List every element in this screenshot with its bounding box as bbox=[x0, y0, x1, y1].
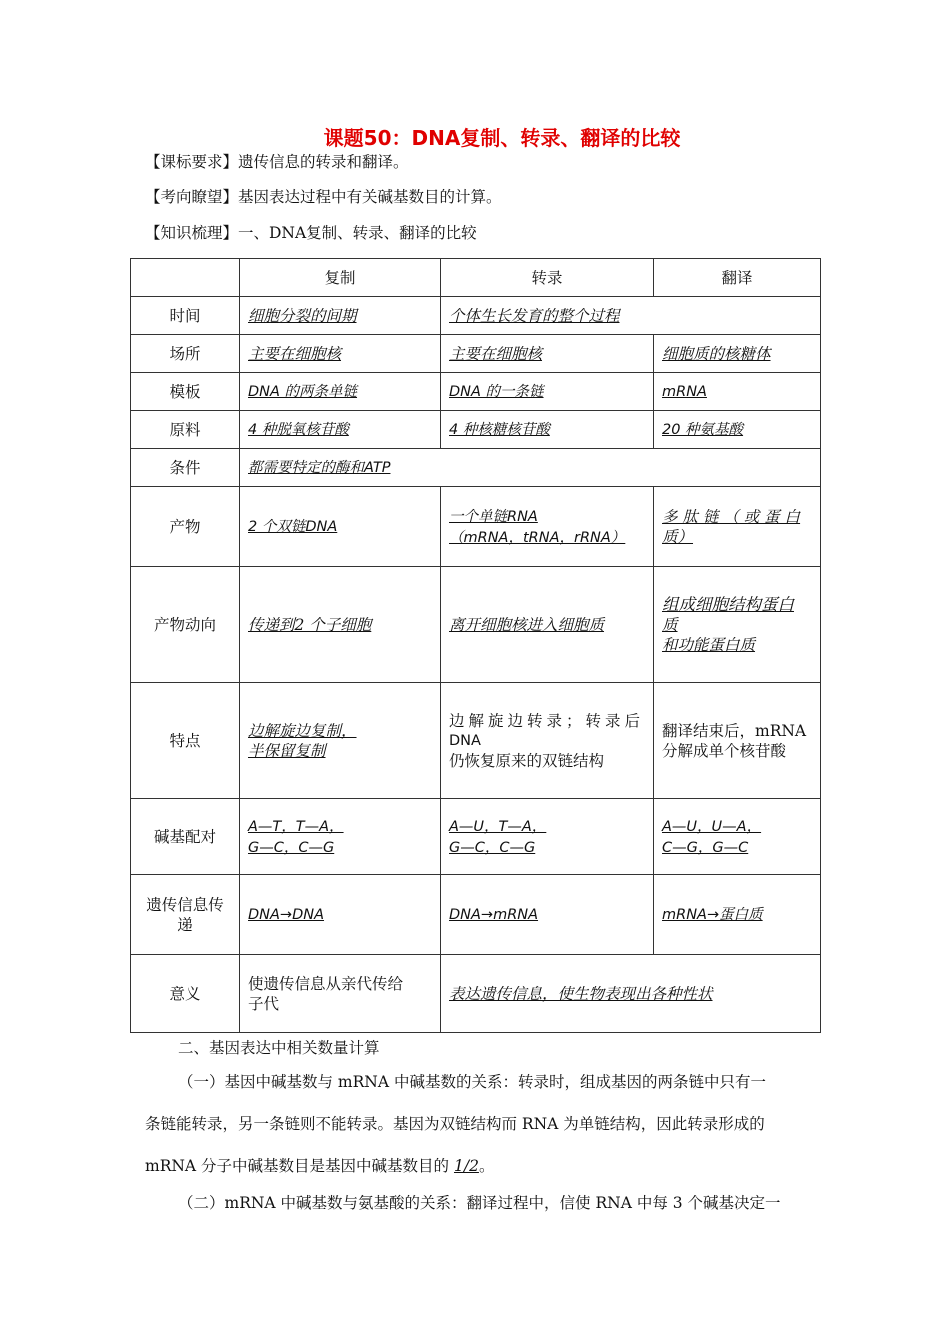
page-title: 课题50：DNA复制、转录、翻译的比较 bbox=[323, 126, 681, 150]
cell-condition-all: 都需要特定的酶和ATP bbox=[240, 449, 821, 487]
cell-transfer-transcription: DNA→mRNA bbox=[441, 875, 654, 955]
cell-product-translation: 多 肽 链 （ 或 蛋 白 质） bbox=[654, 487, 821, 567]
row-label-product: 产物 bbox=[131, 487, 240, 567]
cell-transfer-translation: mRNA→蛋白质 bbox=[654, 875, 821, 955]
table-row bbox=[131, 799, 821, 875]
table-row bbox=[131, 449, 821, 487]
table-row bbox=[131, 297, 821, 335]
row-label-pairing: 碱基配对 bbox=[131, 799, 240, 875]
table-row bbox=[131, 373, 821, 411]
row-label-time: 时间 bbox=[131, 297, 240, 335]
cell-product-transcription: 一个单链RNA （mRNA，tRNA，rRNA） bbox=[441, 487, 654, 567]
header-replication: 复制 bbox=[240, 259, 441, 297]
cell-product-replication: 2 个双链DNA bbox=[240, 487, 441, 567]
row-label-destination: 产物动向 bbox=[131, 567, 240, 683]
table-row bbox=[131, 487, 821, 567]
row-label-meaning: 意义 bbox=[131, 955, 240, 1033]
header-empty bbox=[131, 259, 240, 297]
row-label-condition: 条件 bbox=[131, 449, 240, 487]
answer-ratio: 1/2 bbox=[453, 1157, 479, 1175]
cell-feature-replication: 边解旋边复制， 半保留复制 bbox=[240, 683, 441, 799]
table-header-row bbox=[131, 259, 821, 297]
cell-template-transcription: DNA 的一条链 bbox=[441, 373, 654, 411]
cell-time-replication: 细胞分裂的间期 bbox=[240, 297, 441, 335]
cell-material-translation: 20 种氨基酸 bbox=[654, 411, 821, 449]
table-row bbox=[131, 955, 821, 1033]
cell-meaning-replication: 使遗传信息从亲代传给 子代 bbox=[240, 955, 441, 1033]
cell-destination-replication: 传递到2 个子细胞 bbox=[240, 567, 441, 683]
exam-outlook: 【考向瞭望】基因表达过程中有关碱基数目的计算。 bbox=[145, 188, 502, 206]
section2-paragraph-2: （二）mRNA 中碱基数与氨基酸的关系：翻译过程中，信使 RNA 中每 3 个碱基决定一 bbox=[178, 1194, 781, 1212]
comparison-table bbox=[130, 258, 821, 1033]
cell-pairing-translation: A—U，U—A， C—G，G—C bbox=[654, 799, 821, 875]
row-label-template: 模板 bbox=[131, 373, 240, 411]
cell-feature-transcription: 边解旋边转录；转录后 DNA 仍恢复原来的双链结构 bbox=[441, 683, 654, 799]
cell-site-transcription: 主要在细胞核 bbox=[441, 335, 654, 373]
cell-site-replication: 主要在细胞核 bbox=[240, 335, 441, 373]
table-row bbox=[131, 411, 821, 449]
cell-meaning-transcription-translation: 表达遗传信息，使生物表现出各种性状 bbox=[441, 955, 821, 1033]
cell-transfer-replication: DNA→DNA bbox=[240, 875, 441, 955]
curriculum-standard: 【课标要求】遗传信息的转录和翻译。 bbox=[145, 153, 409, 171]
row-label-transfer: 遗传信息传 递 bbox=[131, 875, 240, 955]
row-label-material: 原料 bbox=[131, 411, 240, 449]
cell-destination-translation: 组成细胞结构蛋白 质 和功能蛋白质 bbox=[654, 567, 821, 683]
header-translation: 翻译 bbox=[654, 259, 821, 297]
cell-site-translation: 细胞质的核糖体 bbox=[654, 335, 821, 373]
cell-template-translation: mRNA bbox=[654, 373, 821, 411]
table-row bbox=[131, 875, 821, 955]
table-row bbox=[131, 683, 821, 799]
header-transcription: 转录 bbox=[441, 259, 654, 297]
row-label-feature: 特点 bbox=[131, 683, 240, 799]
row-label-site: 场所 bbox=[131, 335, 240, 373]
cell-pairing-transcription: A—U，T—A， G—C，C—G bbox=[441, 799, 654, 875]
cell-material-replication: 4 种脱氧核苷酸 bbox=[240, 411, 441, 449]
cell-template-replication: DNA 的两条单链 bbox=[240, 373, 441, 411]
cell-destination-transcription: 离开细胞核进入细胞质 bbox=[441, 567, 654, 683]
cell-feature-translation: 翻译结束后，mRNA 分解成单个核苷酸 bbox=[654, 683, 821, 799]
knowledge-heading: 【知识梳理】一、DNA复制、转录、翻译的比较 bbox=[145, 224, 477, 242]
cell-time-transcription-translation: 个体生长发育的整个过程 bbox=[441, 297, 821, 335]
section2-heading: 二、基因表达中相关数量计算 bbox=[178, 1039, 380, 1057]
table-row bbox=[131, 335, 821, 373]
cell-material-transcription: 4 种核糖核苷酸 bbox=[441, 411, 654, 449]
cell-pairing-replication: A—T，T—A， G—C，C—G bbox=[240, 799, 441, 875]
section2-paragraph-1: （一）基因中碱基数与 mRNA 中碱基数的关系：转录时，组成基因的两条链中只有一 条链能转录，另一条链则不能转录。基因为双链结构而 RNA 为单链结构，因此转录形成的 mRNA 分子中碱基数目是基因中碱基数目的 1/2。 bbox=[145, 1073, 766, 1175]
table-row bbox=[131, 567, 821, 683]
